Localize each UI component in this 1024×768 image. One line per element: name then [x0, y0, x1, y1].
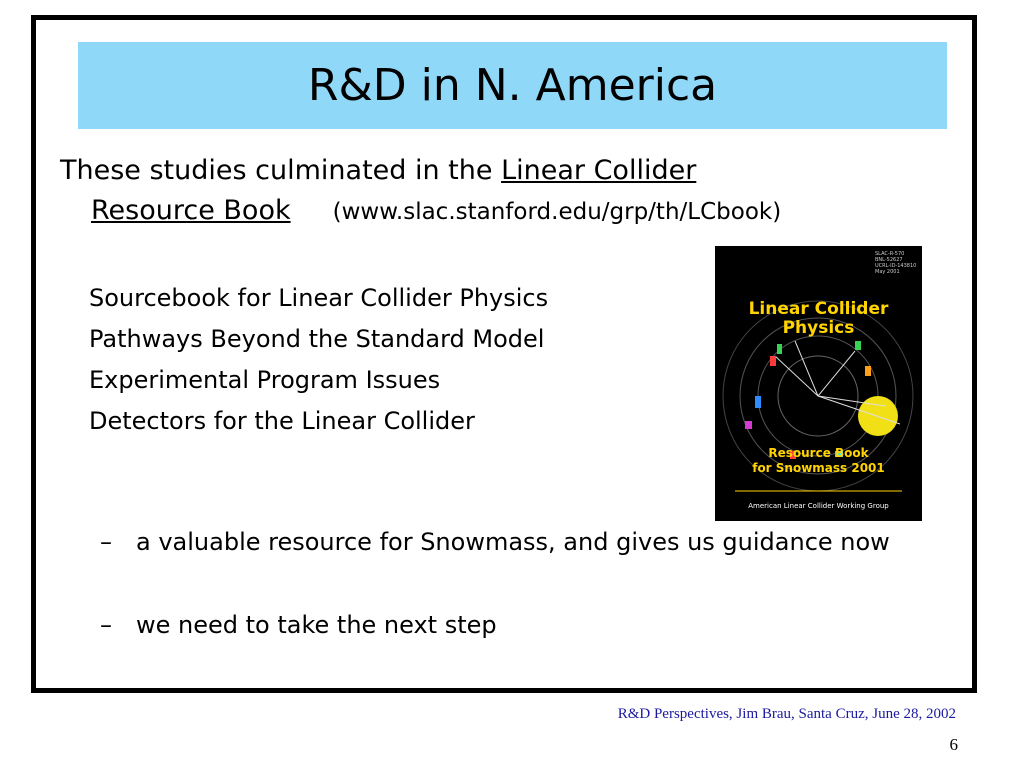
lc-book-link-part1[interactable]: Linear Collider [501, 155, 697, 186]
bullet-text: a valuable resource for Snowmass, and gives us guidance now [136, 528, 890, 556]
lc-book-link-part2[interactable]: Resource Book [91, 195, 291, 226]
intro-prefix: These studies culminated in the [60, 155, 502, 186]
slide-footer: R&D Perspectives, Jim Brau, Santa Cruz, June 28, 2002 [617, 706, 956, 722]
cover-subtitle: Resource Book for Snowmass 2001 [752, 446, 885, 475]
book-contents-list [89, 280, 548, 444]
list-item: Detectors for the Linear Collider [89, 407, 475, 435]
title-banner [78, 42, 947, 129]
bullet-text: we need to take the next step [136, 611, 497, 639]
report-ids: SLAC-R-570 BNL-52627 UCRL-ID-143810 May 2001 [875, 251, 917, 275]
slide-title: R&D in N. America [307, 60, 718, 111]
cover-title: Linear Collider Physics [748, 299, 889, 338]
dash-bullet [100, 611, 497, 639]
cover-footer: American Linear Collider Working Group [748, 502, 889, 510]
book-cover-image [715, 246, 922, 521]
dash-marker: – [100, 611, 112, 639]
list-item: Sourcebook for Linear Collider Physics [89, 284, 549, 312]
intro-paragraph [60, 151, 940, 232]
dash-bullet [100, 528, 890, 556]
detector-event-graphic [715, 246, 922, 521]
list-item: Pathways Beyond the Standard Model [89, 325, 545, 353]
book-url: (www.slac.stanford.edu/grp/th/LCbook) [332, 199, 782, 225]
list-item: Experimental Program Issues [89, 366, 441, 394]
dash-marker: – [100, 528, 112, 556]
page-number: 6 [949, 735, 958, 754]
